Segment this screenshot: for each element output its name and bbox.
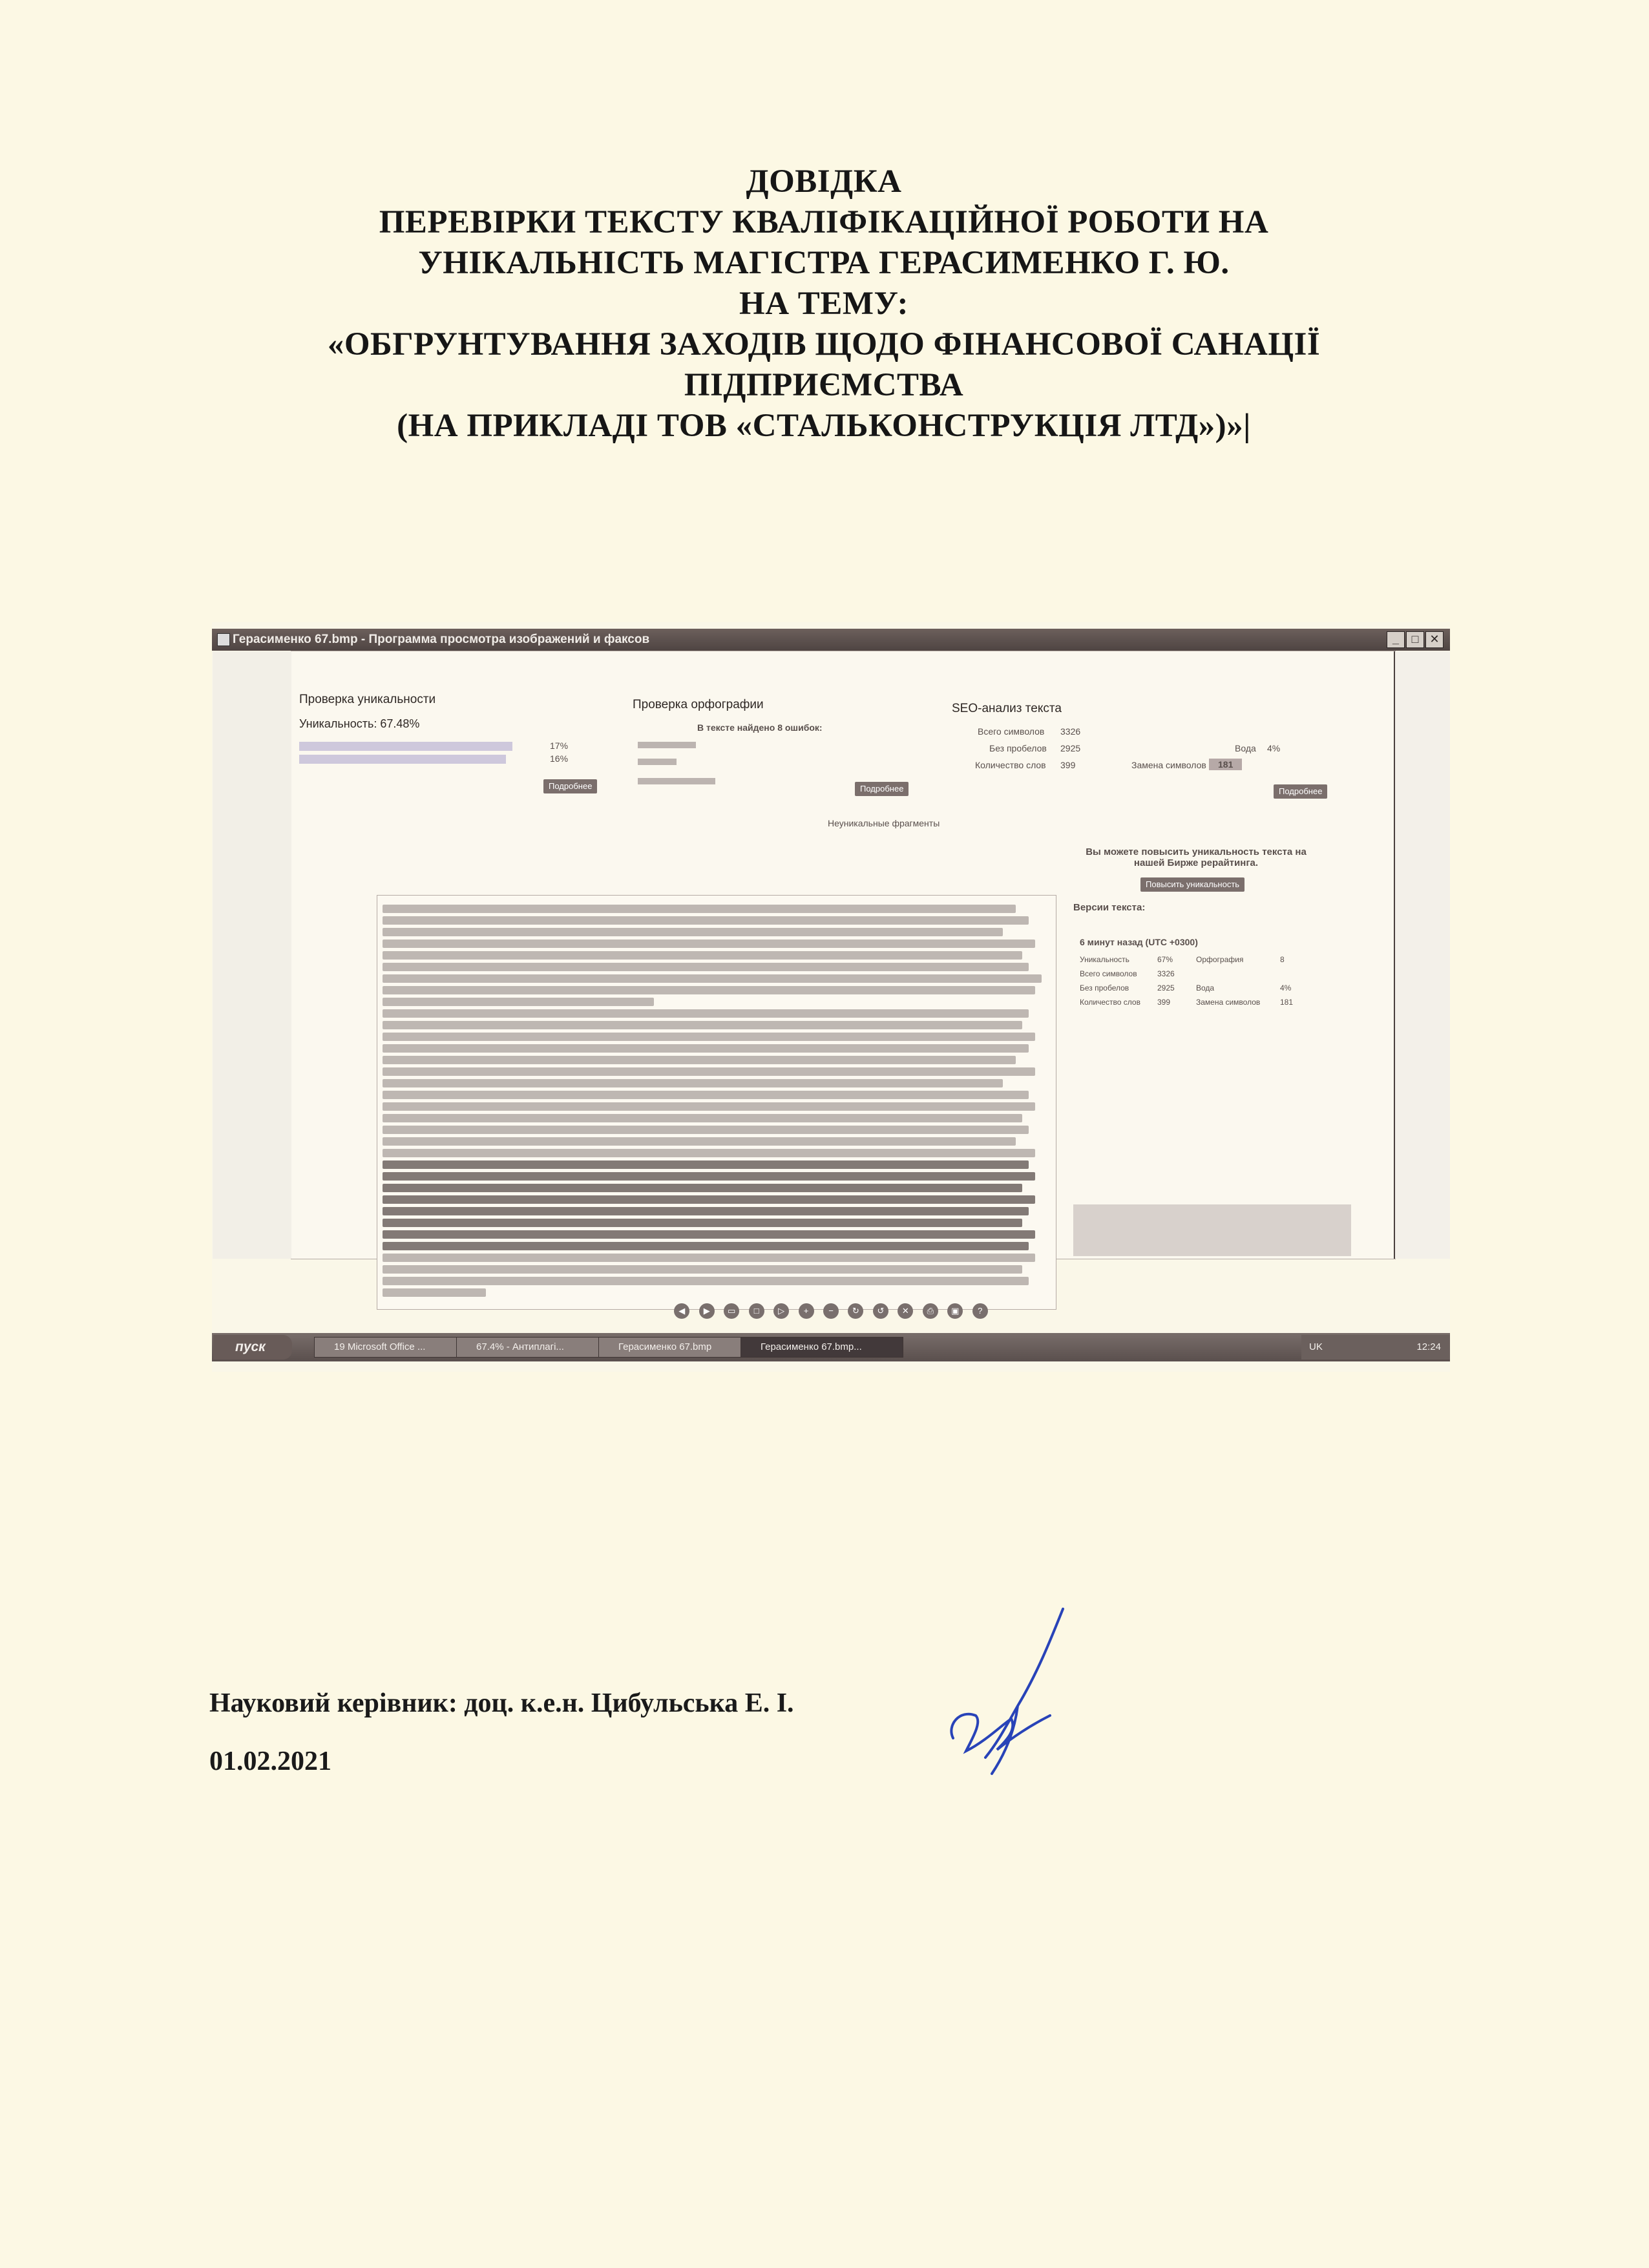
title-line-1: ДОВІДКА xyxy=(746,163,902,200)
text-line xyxy=(383,1067,1035,1076)
version-spelling-value: 8 xyxy=(1280,955,1285,964)
highlighted-text-line xyxy=(383,1195,1035,1204)
source-link-2[interactable] xyxy=(299,755,506,764)
actual-size-icon[interactable]: □ xyxy=(749,1303,764,1319)
zoom-in-icon[interactable]: + xyxy=(799,1303,814,1319)
seo-words-value: 399 xyxy=(1060,760,1076,770)
best-fit-icon[interactable]: ▭ xyxy=(724,1303,739,1319)
version-words-value: 399 xyxy=(1157,998,1171,1007)
version-replace-value: 181 xyxy=(1280,998,1294,1007)
source-pct-2: 16% xyxy=(550,753,569,764)
text-line xyxy=(383,1033,1035,1041)
text-line xyxy=(383,1149,1035,1157)
highlighted-text-line xyxy=(383,1207,1029,1215)
version-words-label: Количество слов xyxy=(1080,998,1140,1007)
seo-nospace-label: Без пробелов xyxy=(989,743,1047,753)
checked-text-area[interactable] xyxy=(377,895,1056,1310)
handwritten-signature xyxy=(940,1602,1082,1790)
close-button[interactable]: ✕ xyxy=(1425,631,1444,648)
save-icon[interactable]: ▣ xyxy=(947,1303,963,1319)
delete-icon[interactable]: ✕ xyxy=(898,1303,913,1319)
system-tray xyxy=(1301,1335,1450,1360)
text-line xyxy=(383,1277,1029,1285)
spelling-heading: Проверка орфографии xyxy=(633,698,764,711)
taskbar-item-image-2[interactable]: Герасименко 67.bmp... xyxy=(740,1337,903,1358)
text-line xyxy=(383,1126,1029,1134)
window-titlebar xyxy=(212,629,1450,651)
uniqueness-value: Уникальность: 67.48% xyxy=(299,717,420,730)
highlighted-text-line xyxy=(383,1230,1035,1239)
version-nospace-value: 2925 xyxy=(1157,983,1175,992)
fragments-label[interactable]: Неуникальные фрагменты xyxy=(828,818,940,828)
language-indicator[interactable]: UK xyxy=(1309,1341,1323,1352)
image-viewer-icon xyxy=(217,633,230,646)
highlighted-text-line xyxy=(383,1219,1022,1227)
seo-words-label: Количество слов xyxy=(975,760,1046,770)
seo-replace-value: 181 xyxy=(1209,759,1242,770)
title-line-7: (НА ПРИКЛАДІ ТОВ «СТАЛЬКОНСТРУКЦІЯ ЛТД»)»| xyxy=(397,408,1251,444)
version-spelling-label: Орфография xyxy=(1196,955,1244,964)
date-line: 01.02.2021 xyxy=(209,1747,331,1776)
version-water-label: Вода xyxy=(1196,983,1215,992)
text-line xyxy=(383,916,1029,925)
text-line xyxy=(383,1044,1029,1053)
version-water-value: 4% xyxy=(1280,983,1292,992)
viewer-margin xyxy=(213,651,291,1259)
uniqueness-details-button[interactable]: Подробнее xyxy=(543,779,597,793)
version-total-value: 3326 xyxy=(1157,969,1175,978)
version-nospace-label: Без пробелов xyxy=(1080,983,1129,992)
seo-water-label: Вода xyxy=(1235,743,1256,753)
taskbar-item-browser[interactable]: 67.4% - Антиплагі... xyxy=(456,1337,613,1358)
text-line xyxy=(383,1114,1022,1122)
taskbar xyxy=(212,1333,1450,1361)
rotate-cw-icon[interactable]: ↻ xyxy=(848,1303,863,1319)
highlighted-text-line xyxy=(383,1172,1035,1181)
text-line xyxy=(383,1265,1022,1274)
side-panel xyxy=(1073,846,1383,1233)
spelling-error-2 xyxy=(638,759,677,765)
help-icon[interactable]: ? xyxy=(972,1303,988,1319)
text-line xyxy=(383,1254,1035,1262)
taskbar-item-image-1[interactable]: Герасименко 67.bmp xyxy=(598,1337,755,1358)
minimize-button[interactable]: _ xyxy=(1387,631,1405,648)
clock: 12:24 xyxy=(1416,1341,1441,1352)
scrollbar[interactable] xyxy=(1394,651,1450,1259)
seo-total-label: Всего символов xyxy=(978,726,1045,737)
seo-total-value: 3326 xyxy=(1060,726,1081,737)
text-line xyxy=(383,1079,1003,1087)
version-unique-label: Уникальность xyxy=(1080,955,1129,964)
text-line xyxy=(383,905,1016,913)
seo-nospace-value: 2925 xyxy=(1060,743,1081,753)
spelling-error-1 xyxy=(638,742,696,748)
text-line xyxy=(383,1021,1022,1029)
seo-replace-label: Замена символов xyxy=(1131,760,1206,770)
title-line-6: ПІДПРИЄМСТВА xyxy=(684,367,964,403)
slideshow-icon[interactable]: ▷ xyxy=(773,1303,789,1319)
ad-banner xyxy=(1073,1204,1351,1256)
highlighted-text-line xyxy=(383,1160,1029,1169)
version-replace-label: Замена символов xyxy=(1196,998,1261,1007)
embedded-screenshot xyxy=(212,622,1450,1372)
title-line-3: УНІКАЛЬНІСТЬ МАГІСТРА ГЕРАСИМЕНКО Г. Ю. xyxy=(418,245,1230,281)
prev-image-icon[interactable]: ◀ xyxy=(674,1303,689,1319)
source-link-1[interactable] xyxy=(299,742,512,751)
start-button[interactable]: пуск xyxy=(213,1335,292,1360)
viewer-toolbar xyxy=(212,1301,1450,1323)
next-image-icon[interactable]: ▶ xyxy=(699,1303,715,1319)
seo-water-value: 4% xyxy=(1267,743,1281,753)
document-title xyxy=(194,162,1454,446)
text-line xyxy=(383,963,1029,971)
text-line xyxy=(383,928,1003,936)
versions-label: Версии текста: xyxy=(1073,902,1146,913)
text-line xyxy=(383,1102,1035,1111)
text-line xyxy=(383,1137,1016,1146)
spelling-error-3 xyxy=(638,778,715,784)
rotate-ccw-icon[interactable]: ↺ xyxy=(873,1303,888,1319)
maximize-button[interactable]: □ xyxy=(1406,631,1424,648)
text-line xyxy=(383,974,1042,983)
title-line-5: «ОБГРУНТУВАННЯ ЗАХОДІВ ЩОДО ФІНАНСОВОЇ САНАЦІЇ xyxy=(327,326,1321,362)
image-viewer-area xyxy=(291,651,1396,1259)
window-title: Герасименко 67.bmp - Программа просмотра изображений и факсов xyxy=(233,633,650,646)
text-line xyxy=(383,1288,486,1297)
text-line xyxy=(383,1009,1029,1018)
text-line xyxy=(383,986,1035,994)
supervisor-line: Науковий керівник: доц. к.е.н. Цибульська Е. І. xyxy=(209,1688,794,1718)
version-entry[interactable]: 6 минут назад (UTC +0300) xyxy=(1080,937,1198,947)
title-line-4: НА ТЕМУ: xyxy=(739,286,909,322)
highlighted-text-line xyxy=(383,1242,1029,1250)
text-line xyxy=(383,998,654,1006)
zoom-out-icon[interactable]: − xyxy=(823,1303,839,1319)
highlighted-text-line xyxy=(383,1184,1022,1192)
text-line xyxy=(383,1091,1029,1099)
version-total-label: Всего символов xyxy=(1080,969,1137,978)
exchange-text: Вы можете повысить уникальность текста на нашей Бирже рерайтинга. xyxy=(1086,846,1307,868)
source-pct-1: 17% xyxy=(550,740,569,751)
seo-details-button[interactable]: Подробнее xyxy=(1274,784,1327,799)
text-line xyxy=(383,1056,1016,1064)
version-unique-value: 67% xyxy=(1157,955,1173,964)
title-line-2: ПЕРЕВІРКИ ТЕКСТУ КВАЛІФІКАЦІЙНОЇ РОБОТИ НА xyxy=(379,204,1269,240)
taskbar-item-office[interactable]: 19 Microsoft Office ... xyxy=(314,1337,470,1358)
increase-uniqueness-button[interactable]: Повысить уникальность xyxy=(1140,877,1245,892)
uniqueness-heading: Проверка уникальности xyxy=(299,693,436,706)
print-icon[interactable]: ⎙ xyxy=(923,1303,938,1319)
text-line xyxy=(383,951,1022,960)
seo-heading: SEO-анализ текста xyxy=(952,702,1062,715)
spelling-found: В тексте найдено 8 ошибок: xyxy=(697,722,823,733)
spelling-details-button[interactable]: Подробнее xyxy=(855,782,909,796)
text-line xyxy=(383,940,1035,948)
